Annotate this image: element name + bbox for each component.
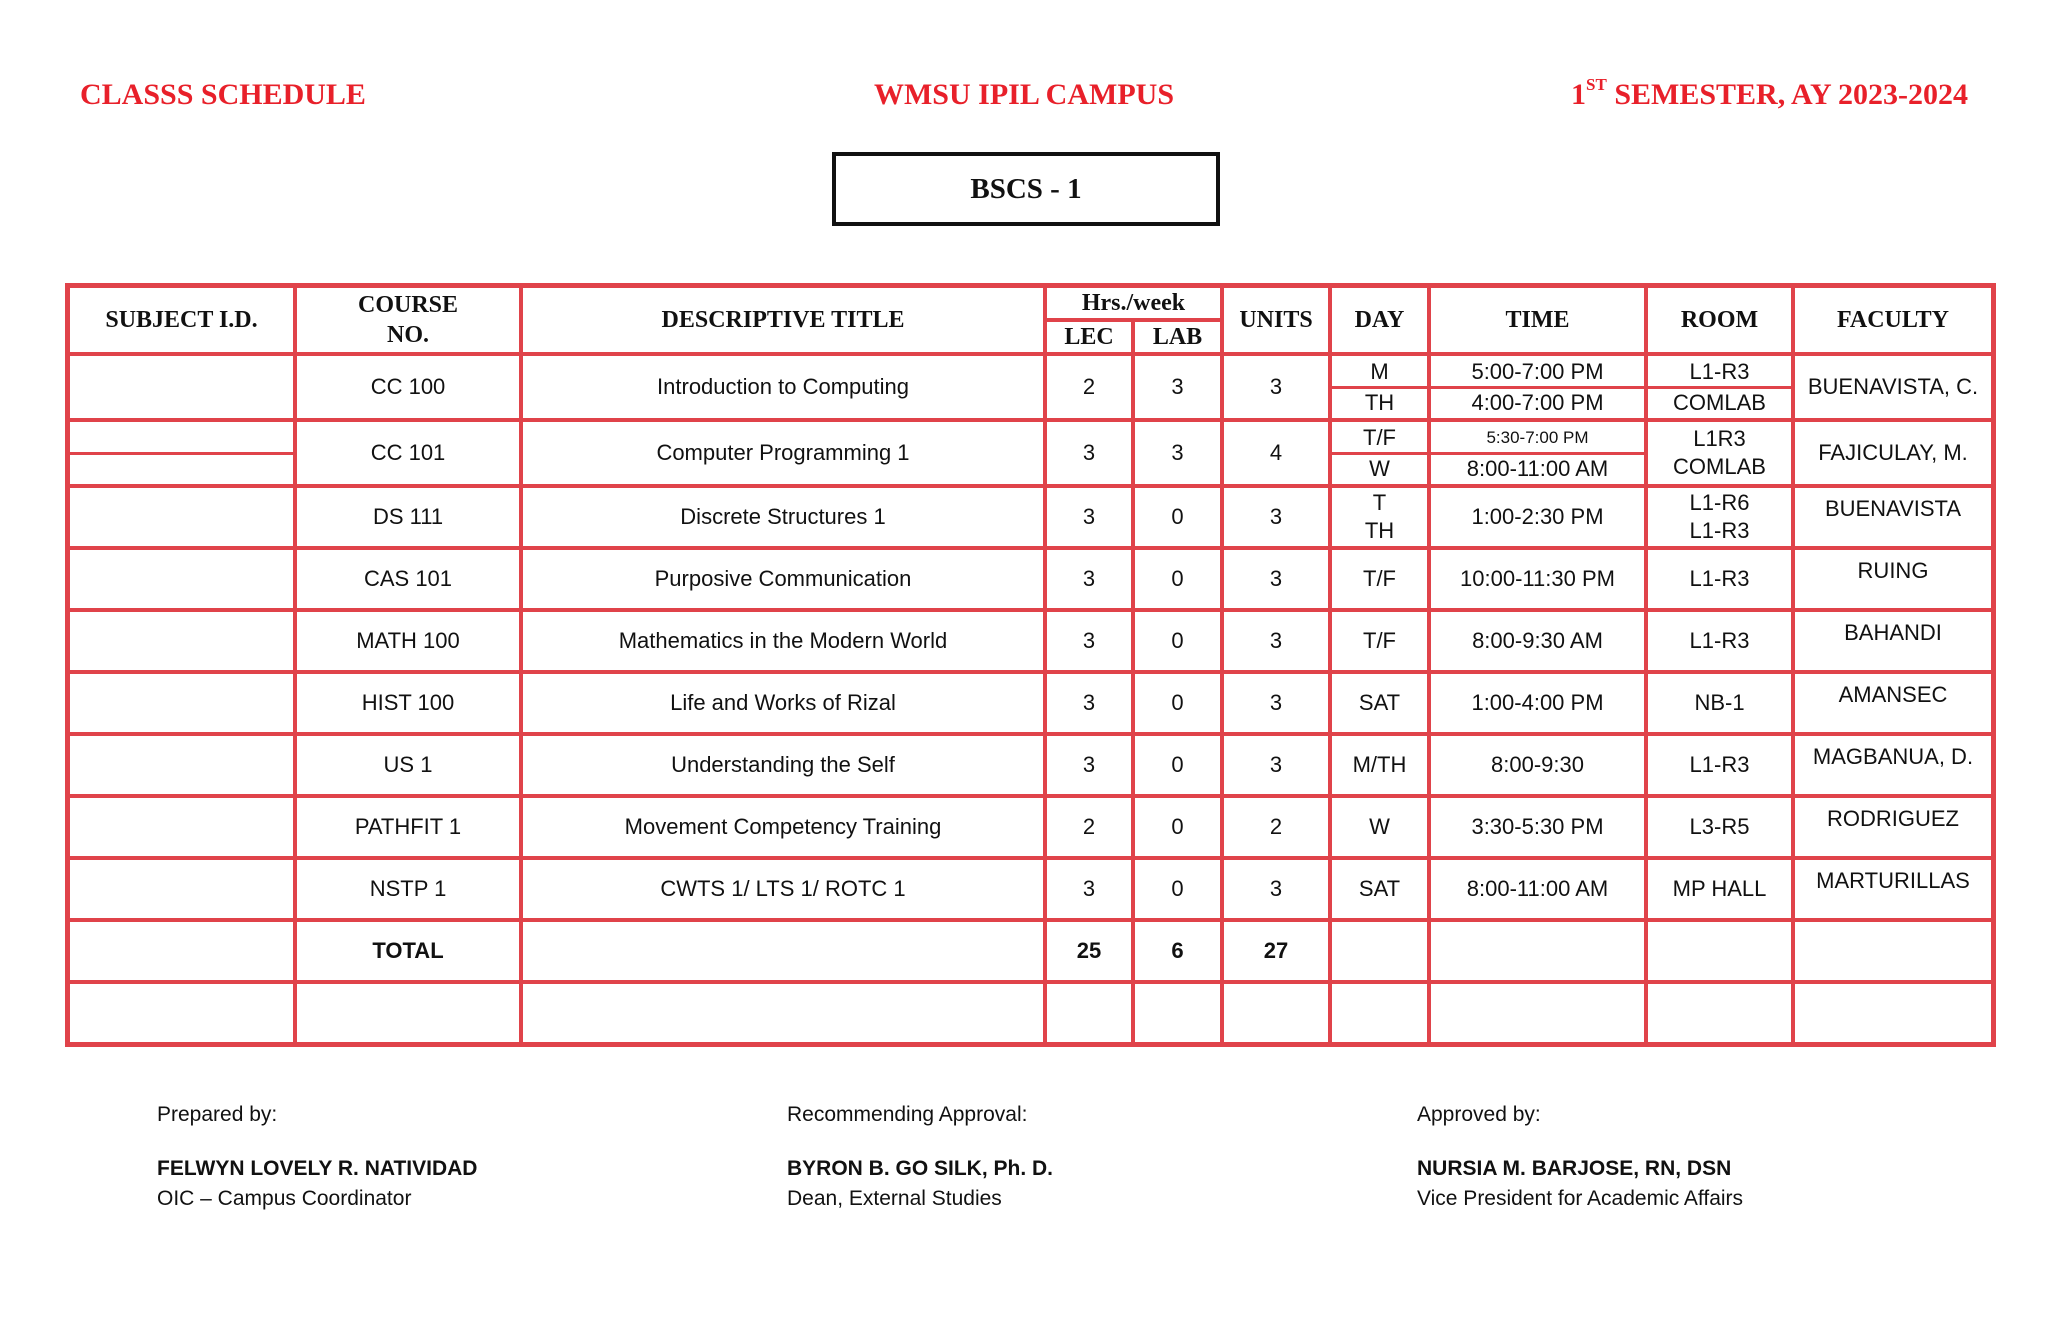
signature-label: Prepared by: — [157, 1103, 278, 1126]
time-value: 5:30-7:00 PM — [1486, 427, 1589, 447]
title-cell: Understanding the Self — [521, 734, 1045, 796]
empty-cell — [295, 982, 521, 1044]
room-cell — [1646, 420, 1793, 486]
time-cell: 1:00-4:00 PM — [1429, 672, 1646, 734]
lec-cell: 3 — [1045, 858, 1133, 920]
subject-id-cell — [68, 858, 295, 920]
day-value: TH — [1364, 518, 1395, 543]
room-cell: L1-R3 — [1646, 734, 1793, 796]
room-cell: L3-R5 — [1646, 796, 1793, 858]
room-cell: L1-R3 — [1646, 548, 1793, 610]
header-lab: LAB — [1133, 320, 1222, 354]
section-box — [832, 152, 1220, 226]
day-value: M — [1370, 358, 1389, 384]
lec-cell: 3 — [1045, 734, 1133, 796]
units-cell: 3 — [1222, 734, 1330, 796]
document-title: CLASSS SCHEDULE — [80, 78, 366, 111]
faculty-cell: BUENAVISTA, C. — [1793, 354, 1993, 420]
lec-cell: 3 — [1045, 672, 1133, 734]
title-cell: CWTS 1/ LTS 1/ ROTC 1 — [521, 858, 1045, 920]
header-time: TIME — [1429, 286, 1646, 354]
faculty-cell: AMANSEC — [1793, 672, 1993, 734]
title-cell — [521, 920, 1045, 982]
table-row — [68, 796, 1993, 858]
lec-cell: 3 — [1045, 420, 1133, 486]
lab-cell: 0 — [1133, 548, 1222, 610]
room-value: L1R3 — [1693, 426, 1746, 451]
day-value: W — [1332, 452, 1427, 483]
subject-id-cell — [68, 796, 295, 858]
faculty-cell: FAJICULAY, M. — [1793, 420, 1993, 486]
header-lec: LEC — [1045, 320, 1133, 354]
signature-block-prepared — [157, 1100, 477, 1214]
course-no-cell: CAS 101 — [295, 548, 521, 610]
time-value: 4:00-7:00 PM — [1431, 386, 1644, 417]
time-cell: 10:00-11:30 PM — [1429, 548, 1646, 610]
empty-cell — [1646, 982, 1793, 1044]
lab-cell: 0 — [1133, 672, 1222, 734]
units-cell: 3 — [1222, 858, 1330, 920]
course-no-cell: PATHFIT 1 — [295, 796, 521, 858]
table-row — [68, 486, 1993, 548]
room-value: L1-R3 — [1689, 518, 1750, 543]
units-cell: 2 — [1222, 796, 1330, 858]
time-cell: 1:00-2:30 PM — [1429, 486, 1646, 548]
lab-cell: 3 — [1133, 354, 1222, 420]
signature-block-recommending — [787, 1100, 1053, 1214]
table-row — [68, 420, 1993, 486]
total-label: TOTAL — [295, 920, 521, 982]
header-course-no: COURSE NO. — [295, 286, 521, 354]
course-no-cell: CC 101 — [295, 420, 521, 486]
room-cell — [1646, 486, 1793, 548]
total-units: 27 — [1222, 920, 1330, 982]
empty-cell — [1330, 982, 1429, 1044]
day-cell: T/F — [1330, 610, 1429, 672]
lec-cell: 2 — [1045, 796, 1133, 858]
lab-cell: 0 — [1133, 734, 1222, 796]
signatory-position: OIC – Campus Coordinator — [157, 1187, 412, 1210]
empty-cell — [521, 982, 1045, 1044]
lab-cell: 0 — [1133, 610, 1222, 672]
room-value: L1-R3 — [1689, 358, 1750, 384]
signature-label: Recommending Approval: — [787, 1103, 1028, 1126]
title-cell: Computer Programming 1 — [521, 420, 1045, 486]
table-row — [68, 354, 1993, 420]
faculty-cell: BAHANDI — [1793, 610, 1993, 672]
time-cell: 8:00-9:30 AM — [1429, 610, 1646, 672]
day-value: T — [1372, 490, 1387, 515]
signatory-position: Vice President for Academic Affairs — [1417, 1187, 1744, 1210]
title-cell: Life and Works of Rizal — [521, 672, 1045, 734]
units-cell: 3 — [1222, 486, 1330, 548]
faculty-cell: MAGBANUA, D. — [1793, 734, 1993, 796]
day-cell — [1330, 354, 1429, 420]
signature-label: Approved by: — [1417, 1103, 1541, 1126]
header-descriptive-title: DESCRIPTIVE TITLE — [521, 286, 1045, 354]
room-value: L1-R6 — [1689, 490, 1750, 515]
lec-cell: 2 — [1045, 354, 1133, 420]
time-value: 8:00-11:00 AM — [1431, 452, 1644, 483]
subject-id-cell — [68, 486, 295, 548]
campus-name: WMSU IPIL CAMPUS — [873, 78, 1174, 111]
signature-block-approved — [1417, 1100, 1743, 1214]
subject-id-cell — [68, 610, 295, 672]
header-hrs-week: Hrs./week — [1045, 286, 1222, 320]
header-subject-id: SUBJECT I.D. — [68, 286, 295, 354]
total-lab: 6 — [1133, 920, 1222, 982]
semester-label: 1ST SEMESTER, AY 2023-2024 — [1571, 75, 1968, 111]
lec-cell: 3 — [1045, 610, 1133, 672]
subject-id-subcell — [70, 452, 293, 483]
day-cell: SAT — [1330, 672, 1429, 734]
day-cell — [1330, 486, 1429, 548]
day-cell — [1330, 920, 1429, 982]
faculty-cell: RODRIGUEZ — [1793, 796, 1993, 858]
table-row — [68, 672, 1993, 734]
time-cell — [1429, 354, 1646, 420]
room-cell: NB-1 — [1646, 672, 1793, 734]
header-room: ROOM — [1646, 286, 1793, 354]
empty-cell — [1045, 982, 1133, 1044]
total-lec: 25 — [1045, 920, 1133, 982]
header-row — [68, 286, 1993, 320]
time-cell: 8:00-11:00 AM — [1429, 858, 1646, 920]
faculty-cell: MARTURILLAS — [1793, 858, 1993, 920]
course-no-cell: NSTP 1 — [295, 858, 521, 920]
schedule-table — [65, 283, 1996, 1047]
subject-id-cell — [68, 920, 295, 982]
course-no-cell: CC 100 — [295, 354, 521, 420]
units-cell: 3 — [1222, 354, 1330, 420]
signatory-name: NURSIA M. BARJOSE, RN, DSN — [1417, 1157, 1732, 1180]
day-cell: W — [1330, 796, 1429, 858]
title-cell: Mathematics in the Modern World — [521, 610, 1045, 672]
signatory-name: BYRON B. GO SILK, Ph. D. — [787, 1157, 1054, 1180]
title-cell: Movement Competency Training — [521, 796, 1045, 858]
units-cell: 3 — [1222, 548, 1330, 610]
room-value: COMLAB — [1673, 454, 1766, 479]
total-row — [68, 920, 1993, 982]
section-label: BSCS - 1 — [970, 172, 1082, 205]
day-cell: M/TH — [1330, 734, 1429, 796]
table-row — [68, 858, 1993, 920]
empty-cell — [1429, 982, 1646, 1044]
subject-id-cell — [68, 354, 295, 420]
header-units: UNITS — [1222, 286, 1330, 354]
faculty-cell: RUING — [1793, 548, 1993, 610]
time-value: 5:00-7:00 PM — [1471, 358, 1604, 384]
table-row — [68, 610, 1993, 672]
empty-cell — [1133, 982, 1222, 1044]
subject-id-cell — [68, 734, 295, 796]
signatory-name: FELWYN LOVELY R. NATIVIDAD — [157, 1157, 478, 1180]
lab-cell: 0 — [1133, 486, 1222, 548]
lab-cell: 0 — [1133, 858, 1222, 920]
table-row — [68, 734, 1993, 796]
subject-id-cell — [68, 548, 295, 610]
title-cell: Discrete Structures 1 — [521, 486, 1045, 548]
empty-cell — [68, 982, 295, 1044]
faculty-cell — [1793, 920, 1993, 982]
day-cell: SAT — [1330, 858, 1429, 920]
lab-cell: 0 — [1133, 796, 1222, 858]
room-value: COMLAB — [1648, 386, 1791, 417]
room-cell — [1646, 920, 1793, 982]
empty-cell — [1222, 982, 1330, 1044]
day-value: TH — [1332, 386, 1427, 417]
course-no-cell: DS 111 — [295, 486, 521, 548]
room-cell — [1646, 354, 1793, 420]
empty-row — [68, 982, 1993, 1044]
day-value: T/F — [1363, 424, 1396, 450]
subject-id-cell — [68, 672, 295, 734]
day-cell — [1330, 420, 1429, 486]
signatory-position: Dean, External Studies — [787, 1187, 1002, 1210]
time-cell: 8:00-9:30 — [1429, 734, 1646, 796]
units-cell: 4 — [1222, 420, 1330, 486]
lec-cell: 3 — [1045, 548, 1133, 610]
units-cell: 3 — [1222, 610, 1330, 672]
room-cell: MP HALL — [1646, 858, 1793, 920]
room-cell: L1-R3 — [1646, 610, 1793, 672]
time-cell — [1429, 920, 1646, 982]
time-cell — [1429, 420, 1646, 486]
time-cell: 3:30-5:30 PM — [1429, 796, 1646, 858]
course-no-cell: US 1 — [295, 734, 521, 796]
course-no-cell: HIST 100 — [295, 672, 521, 734]
units-cell: 3 — [1222, 672, 1330, 734]
lec-cell: 3 — [1045, 486, 1133, 548]
lab-cell: 3 — [1133, 420, 1222, 486]
course-no-cell: MATH 100 — [295, 610, 521, 672]
header-day: DAY — [1330, 286, 1429, 354]
day-cell: T/F — [1330, 548, 1429, 610]
subject-id-cell — [68, 420, 295, 486]
empty-cell — [1793, 982, 1993, 1044]
subject-id-subcell — [70, 424, 293, 452]
title-cell: Introduction to Computing — [521, 354, 1045, 420]
faculty-cell: BUENAVISTA — [1793, 486, 1993, 548]
table-row — [68, 548, 1993, 610]
title-cell: Purposive Communication — [521, 548, 1045, 610]
header-faculty: FACULTY — [1793, 286, 1993, 354]
